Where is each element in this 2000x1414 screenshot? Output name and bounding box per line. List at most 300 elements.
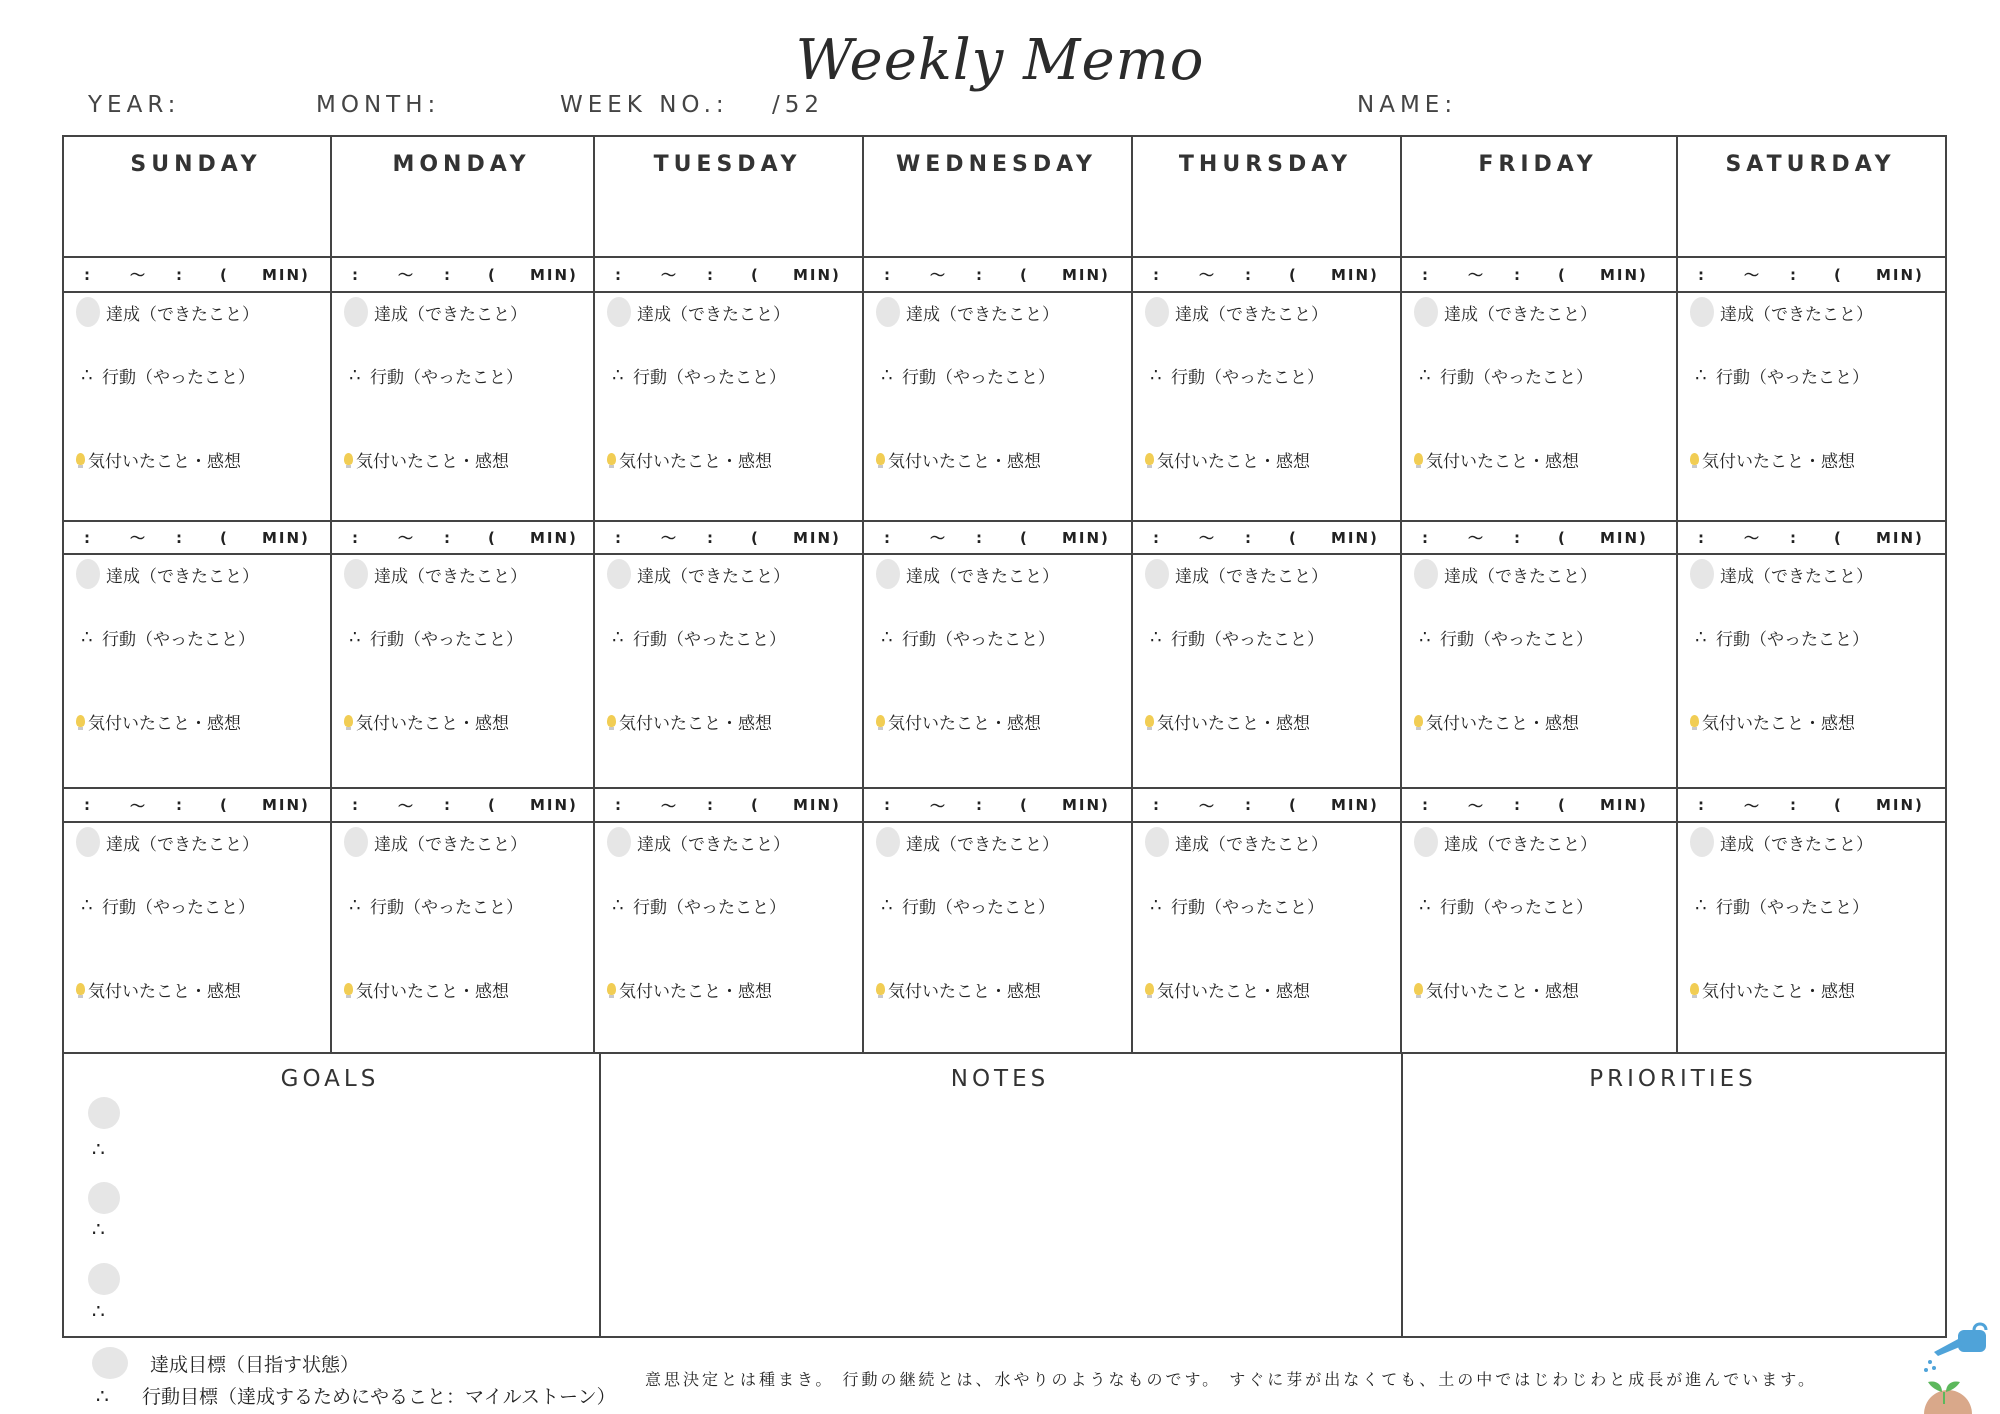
achieve-line xyxy=(876,297,1059,327)
three-dots-icon: ∴ xyxy=(881,365,893,386)
achieve-line-label: 達成（できたこと） xyxy=(106,834,259,855)
insight-line-label: 気付いたこと・感想 xyxy=(1157,452,1310,472)
legend-goal-state xyxy=(92,1347,359,1379)
insight-line xyxy=(344,709,509,734)
achieve-line-label: 達成（できたこと） xyxy=(906,304,1059,325)
day-block[interactable] xyxy=(607,291,856,518)
frame-right xyxy=(1945,135,1947,1338)
three-dots-icon: ∴ xyxy=(349,365,361,386)
time-slot-part: ～ xyxy=(398,266,416,284)
time-slot[interactable] xyxy=(1153,792,1388,818)
insight-line-label: 気付いたこと・感想 xyxy=(356,982,509,1002)
action-line-label: 行動（やったこと） xyxy=(1716,898,1869,918)
day-block[interactable] xyxy=(1690,821,1939,1052)
circle-icon xyxy=(344,297,368,327)
time-slot-part: : xyxy=(176,528,184,547)
achieve-line xyxy=(1414,827,1597,857)
time-slot-part: : xyxy=(1514,265,1522,284)
circle-icon xyxy=(876,297,900,327)
lightbulb-icon xyxy=(76,983,85,995)
time-slot[interactable] xyxy=(615,525,850,550)
day-block[interactable] xyxy=(1145,821,1394,1052)
three-dots-icon: ∴ xyxy=(1695,895,1707,916)
insight-line xyxy=(1414,447,1579,472)
name-label: NAME: xyxy=(1357,92,1458,118)
time-slot-part: ( xyxy=(1020,265,1029,284)
time-slot-part: : xyxy=(444,796,452,814)
achieve-line-label: 達成（できたこと） xyxy=(1444,566,1597,587)
time-slot-part: ( xyxy=(1558,796,1567,814)
day-header-saturday: SATURDAY xyxy=(1725,152,1896,177)
action-line-label: 行動（やったこと） xyxy=(102,630,255,650)
time-slot-part: ～ xyxy=(1744,529,1762,547)
time-slot-part: ( xyxy=(220,796,229,814)
circle-icon xyxy=(1414,827,1438,857)
column-divider xyxy=(862,135,864,1052)
achieve-line-label: 達成（できたこと） xyxy=(637,304,790,325)
three-dots-icon: ∴ xyxy=(612,365,624,386)
time-slot[interactable] xyxy=(352,261,581,288)
time-slot-part: ( xyxy=(1289,528,1298,547)
three-dots-icon: ∴ xyxy=(81,895,93,916)
circle-icon xyxy=(1145,297,1169,327)
time-slot-part: ～ xyxy=(1468,266,1486,284)
action-line-label: 行動（やったこと） xyxy=(1440,898,1593,918)
time-slot[interactable] xyxy=(1153,261,1388,288)
time-slot[interactable] xyxy=(1422,525,1664,550)
three-dots-icon: ∴ xyxy=(1150,365,1162,386)
insight-line-label: 気付いたこと・感想 xyxy=(1157,714,1310,734)
day-header-tuesday: TUESDAY xyxy=(653,152,802,177)
time-slot[interactable] xyxy=(1422,792,1664,818)
lightbulb-icon xyxy=(607,983,616,995)
insight-line-label: 気付いたこと・感想 xyxy=(88,982,241,1002)
achieve-line xyxy=(607,559,790,589)
time-slot-part: MIN) xyxy=(262,265,310,284)
circle-icon xyxy=(1145,559,1169,589)
achieve-line-label: 達成（できたこと） xyxy=(374,834,527,855)
insight-line-label: 気付いたこと・感想 xyxy=(888,714,1041,734)
day-block[interactable] xyxy=(1145,553,1394,785)
time-slot[interactable] xyxy=(84,525,318,550)
time-slot[interactable] xyxy=(884,792,1119,818)
time-slot-part: : xyxy=(615,796,623,814)
time-slot-part: : xyxy=(1698,265,1706,284)
action-line xyxy=(76,363,255,388)
action-line-label: 行動（やったこと） xyxy=(1716,368,1869,388)
achieve-line xyxy=(876,827,1059,857)
time-slot[interactable] xyxy=(615,261,850,288)
time-slot-part: : xyxy=(615,528,623,547)
action-line-label: 行動（やったこと） xyxy=(1440,368,1593,388)
action-line-label: 行動（やったこと） xyxy=(633,368,786,388)
time-slot-part: MIN) xyxy=(1600,796,1648,814)
achieve-line xyxy=(1690,559,1873,589)
action-line xyxy=(1414,363,1593,388)
lightbulb-icon xyxy=(1414,983,1423,995)
frame-left xyxy=(62,135,64,1336)
time-slot-part: MIN) xyxy=(1062,265,1110,284)
day-block[interactable] xyxy=(344,821,587,1052)
time-slot-part: : xyxy=(84,528,92,547)
watering-can-icon xyxy=(1912,1318,1996,1414)
day-block[interactable] xyxy=(607,821,856,1052)
insight-line xyxy=(344,977,509,1002)
achieve-line-label: 達成（できたこと） xyxy=(906,834,1059,855)
three-dots-icon: ∴ xyxy=(1419,895,1431,916)
time-slot-part: MIN) xyxy=(262,528,310,547)
time-slot-part: MIN) xyxy=(793,265,841,284)
time-slot-part: ～ xyxy=(1468,796,1486,815)
time-slot-part: : xyxy=(1153,796,1161,814)
time-slot-part: ～ xyxy=(1199,266,1217,284)
action-line-label: 行動（やったこと） xyxy=(633,898,786,918)
insight-line xyxy=(1145,709,1310,734)
time-slot-part: ～ xyxy=(1199,796,1217,815)
lightbulb-icon xyxy=(1690,453,1699,465)
lightbulb-icon xyxy=(344,983,353,995)
time-slot-part: MIN) xyxy=(1331,265,1379,284)
time-slot-part: ～ xyxy=(930,529,948,547)
time-slot[interactable] xyxy=(1698,261,1933,288)
action-line-label: 行動（やったこと） xyxy=(902,630,1055,650)
time-slot[interactable] xyxy=(84,261,318,288)
section-divider xyxy=(599,1052,601,1336)
achieve-line-label: 達成（できたこと） xyxy=(1720,566,1873,587)
three-dots-icon: ∴ xyxy=(1150,895,1162,916)
week-total: /52 xyxy=(772,92,825,118)
time-slot-part: : xyxy=(176,796,184,814)
week-label: WEEK NO.: xyxy=(560,92,729,118)
insight-line-label: 気付いたこと・感想 xyxy=(1157,982,1310,1002)
time-slot-part: : xyxy=(352,528,360,547)
insight-line-label: 気付いたこと・感想 xyxy=(356,714,509,734)
achieve-line xyxy=(344,297,527,327)
day-block[interactable] xyxy=(876,821,1125,1052)
day-block[interactable] xyxy=(344,553,587,785)
insight-line xyxy=(76,709,241,734)
circle-icon xyxy=(607,827,631,857)
insight-line xyxy=(1690,977,1855,1002)
insight-line xyxy=(76,447,241,472)
achieve-line-label: 達成（できたこと） xyxy=(374,566,527,587)
circle-icon xyxy=(876,827,900,857)
time-slot-part: : xyxy=(352,796,360,814)
time-slot-part: ( xyxy=(751,796,760,814)
time-slot-part: : xyxy=(1790,528,1798,547)
action-line xyxy=(876,893,1055,918)
time-slot-part: ( xyxy=(1834,265,1843,284)
time-slot-part: : xyxy=(976,265,984,284)
action-line-label: 行動（やったこと） xyxy=(1716,630,1869,650)
time-slot-part: MIN) xyxy=(530,265,578,284)
time-slot-part: MIN) xyxy=(1876,528,1924,547)
circle-icon xyxy=(1690,559,1714,589)
circle-icon xyxy=(876,559,900,589)
action-line xyxy=(607,363,786,388)
action-line xyxy=(607,893,786,918)
insight-line-label: 気付いたこと・感想 xyxy=(1426,452,1579,472)
circle-icon xyxy=(344,559,368,589)
time-slot-part: : xyxy=(1698,528,1706,547)
insight-line-label: 気付いたこと・感想 xyxy=(88,714,241,734)
year-label: YEAR: xyxy=(88,92,181,118)
column-divider xyxy=(1676,135,1678,1052)
time-slot[interactable] xyxy=(84,792,318,818)
insight-line xyxy=(1145,977,1310,1002)
time-slot[interactable] xyxy=(1698,792,1933,818)
time-slot-part: ～ xyxy=(130,529,148,547)
action-line xyxy=(1690,625,1869,650)
time-slot-part: ～ xyxy=(930,796,948,815)
time-slot-part: ( xyxy=(488,796,497,814)
action-line xyxy=(876,625,1055,650)
insight-line-label: 気付いたこと・感想 xyxy=(1426,714,1579,734)
achieve-line-label: 達成（できたこと） xyxy=(106,304,259,325)
time-slot-part: ～ xyxy=(130,266,148,284)
achieve-line xyxy=(607,297,790,327)
time-slot-part: ( xyxy=(1834,528,1843,547)
insight-line-label: 気付いたこと・感想 xyxy=(888,982,1041,1002)
insight-line-label: 気付いたこと・感想 xyxy=(619,982,772,1002)
day-block[interactable] xyxy=(76,553,324,785)
time-slot[interactable] xyxy=(615,792,850,818)
insight-line xyxy=(1690,447,1855,472)
time-slot-part: : xyxy=(1514,796,1522,814)
time-slot[interactable] xyxy=(1422,261,1664,288)
time-slot-part: ( xyxy=(1558,528,1567,547)
row-divider xyxy=(62,520,1945,522)
time-slot-part: : xyxy=(1422,528,1430,547)
action-line xyxy=(1414,625,1593,650)
legend-dots-icon: ∴ xyxy=(96,1383,109,1408)
circle-icon xyxy=(607,559,631,589)
time-slot-part: ( xyxy=(488,265,497,284)
time-slot-part: : xyxy=(1153,265,1161,284)
lightbulb-icon xyxy=(1414,453,1423,465)
lightbulb-icon xyxy=(1690,715,1699,727)
legend-goal-state-text: 達成目標（目指す状態） xyxy=(150,1353,360,1376)
achieve-line xyxy=(607,827,790,857)
time-slot-part: MIN) xyxy=(1876,796,1924,814)
insight-line xyxy=(344,447,509,472)
day-header-sunday: SUNDAY xyxy=(130,152,262,177)
lightbulb-icon xyxy=(607,453,616,465)
achieve-line xyxy=(1414,559,1597,589)
goal-circle-icon xyxy=(88,1182,120,1214)
goal-circle-icon xyxy=(88,1263,120,1295)
time-slot[interactable] xyxy=(884,525,1119,550)
action-line xyxy=(1145,893,1324,918)
insight-line-label: 気付いたこと・感想 xyxy=(1702,714,1855,734)
time-slot-part: ( xyxy=(1558,265,1567,284)
three-dots-icon: ∴ xyxy=(881,627,893,648)
day-block[interactable] xyxy=(876,553,1125,785)
action-line xyxy=(76,893,255,918)
time-slot-part: : xyxy=(1245,265,1253,284)
time-slot[interactable] xyxy=(884,261,1119,288)
insight-line-label: 気付いたこと・感想 xyxy=(1702,452,1855,472)
time-slot-part: : xyxy=(444,265,452,284)
column-divider xyxy=(330,135,332,1052)
day-block[interactable] xyxy=(76,821,324,1052)
day-block[interactable] xyxy=(607,553,856,785)
time-slot[interactable] xyxy=(1153,525,1388,550)
insight-line-label: 気付いたこと・感想 xyxy=(356,452,509,472)
insight-line xyxy=(1690,709,1855,734)
circle-icon xyxy=(76,827,100,857)
action-line-label: 行動（やったこと） xyxy=(1171,630,1324,650)
time-slot-part: MIN) xyxy=(1876,265,1924,284)
day-block[interactable] xyxy=(876,291,1125,518)
achieve-line xyxy=(76,297,259,327)
achieve-line xyxy=(76,827,259,857)
time-slot[interactable] xyxy=(352,792,581,818)
circle-icon xyxy=(1690,297,1714,327)
time-slot-part: ～ xyxy=(1468,529,1486,547)
achieve-line-label: 達成（できたこと） xyxy=(906,566,1059,587)
insight-line xyxy=(607,709,772,734)
row-divider xyxy=(62,787,1945,789)
time-slot-part: : xyxy=(707,265,715,284)
insight-line xyxy=(876,709,1041,734)
action-line-label: 行動（やったこと） xyxy=(902,368,1055,388)
time-slot-part: ( xyxy=(1289,265,1298,284)
day-header-thursday: THURSDAY xyxy=(1178,152,1353,177)
section-divider xyxy=(1401,1052,1403,1336)
day-block[interactable] xyxy=(344,291,587,518)
time-slot-part: ( xyxy=(1020,528,1029,547)
time-slot-part: MIN) xyxy=(530,528,578,547)
month-label: MONTH: xyxy=(316,92,441,118)
achieve-line xyxy=(76,559,259,589)
lightbulb-icon xyxy=(1414,715,1423,727)
action-line-label: 行動（やったこと） xyxy=(370,630,523,650)
time-slot-part: ～ xyxy=(398,529,416,547)
achieve-line-label: 達成（できたこと） xyxy=(637,566,790,587)
achieve-line xyxy=(1690,297,1873,327)
achieve-line xyxy=(344,827,527,857)
action-line xyxy=(1414,893,1593,918)
column-divider xyxy=(1400,135,1402,1052)
time-slot-part: : xyxy=(1790,796,1798,814)
time-slot-part: MIN) xyxy=(1062,796,1110,814)
time-slot-part: ( xyxy=(1020,796,1029,814)
achieve-line xyxy=(344,559,527,589)
three-dots-icon: ∴ xyxy=(1419,627,1431,648)
action-line-label: 行動（やったこと） xyxy=(1440,630,1593,650)
action-line xyxy=(1690,363,1869,388)
lightbulb-icon xyxy=(1690,983,1699,995)
action-line xyxy=(344,893,523,918)
time-slot[interactable] xyxy=(352,525,581,550)
lightbulb-icon xyxy=(344,715,353,727)
action-line-label: 行動（やったこと） xyxy=(370,368,523,388)
lightbulb-icon xyxy=(607,715,616,727)
achieve-line xyxy=(1690,827,1873,857)
time-slot-part: MIN) xyxy=(793,528,841,547)
time-slot-part: ～ xyxy=(1744,796,1762,815)
time-slot-part: : xyxy=(84,796,92,814)
achieve-line-label: 達成（できたこと） xyxy=(106,566,259,587)
three-dots-icon: ∴ xyxy=(1695,627,1707,648)
time-slot-part: : xyxy=(1245,796,1253,814)
day-block[interactable] xyxy=(1690,291,1939,518)
week-bottom-divider xyxy=(62,1052,1945,1054)
three-dots-icon: ∴ xyxy=(881,895,893,916)
insight-line xyxy=(876,447,1041,472)
action-line xyxy=(1690,893,1869,918)
time-slot[interactable] xyxy=(1698,525,1933,550)
time-slot-part: : xyxy=(84,265,92,284)
time-slot-part: : xyxy=(615,265,623,284)
time-slot-part: MIN) xyxy=(262,796,310,814)
lightbulb-icon xyxy=(876,983,885,995)
insight-line-label: 気付いたこと・感想 xyxy=(888,452,1041,472)
goal-dots-icon: ∴ xyxy=(92,1137,105,1161)
action-line-label: 行動（やったこと） xyxy=(1171,898,1324,918)
three-dots-icon: ∴ xyxy=(1695,365,1707,386)
insight-line xyxy=(607,977,772,1002)
day-block[interactable] xyxy=(1414,291,1670,518)
notes-title: NOTES xyxy=(950,1066,1050,1092)
goal-circle-icon xyxy=(88,1097,120,1129)
time-slot-part: MIN) xyxy=(793,796,841,814)
goal-dots-icon: ∴ xyxy=(92,1217,105,1241)
column-divider xyxy=(1131,135,1133,1052)
insight-line-label: 気付いたこと・感想 xyxy=(619,714,772,734)
time-slot-part: : xyxy=(1245,528,1253,547)
time-slot-part: : xyxy=(444,528,452,547)
goal-dots-icon: ∴ xyxy=(92,1299,105,1323)
time-slot-part: : xyxy=(176,265,184,284)
goals-title: GOALS xyxy=(280,1066,380,1092)
day-block[interactable] xyxy=(76,291,324,518)
lightbulb-icon xyxy=(876,715,885,727)
time-slot-part: MIN) xyxy=(1331,796,1379,814)
three-dots-icon: ∴ xyxy=(349,627,361,648)
day-block[interactable] xyxy=(1414,821,1670,1052)
time-slot-part: ～ xyxy=(661,266,679,284)
circle-icon xyxy=(76,297,100,327)
achieve-line-label: 達成（できたこと） xyxy=(637,834,790,855)
three-dots-icon: ∴ xyxy=(349,895,361,916)
achieve-line-label: 達成（できたこと） xyxy=(1444,834,1597,855)
quote-text: 意思決定とは種まき。 行動の継続とは、水やりのようなものです。 すぐに芽が出なくても、土の中ではじわじわと成長が進んでいます。 xyxy=(645,1370,1817,1389)
achieve-line-label: 達成（できたこと） xyxy=(1175,304,1328,325)
action-line-label: 行動（やったこと） xyxy=(1171,368,1324,388)
time-slot-part: ～ xyxy=(1744,266,1762,284)
action-line-label: 行動（やったこと） xyxy=(902,898,1055,918)
day-header-friday: FRIDAY xyxy=(1478,152,1598,177)
day-block[interactable] xyxy=(1690,553,1939,785)
time-slot-part: : xyxy=(1422,265,1430,284)
action-line-label: 行動（やったこと） xyxy=(102,898,255,918)
insight-line xyxy=(76,977,241,1002)
time-slot-part: ( xyxy=(751,265,760,284)
action-line xyxy=(876,363,1055,388)
frame-bottom xyxy=(62,1336,1945,1338)
day-block[interactable] xyxy=(1145,291,1394,518)
time-slot-part: ～ xyxy=(1199,529,1217,547)
three-dots-icon: ∴ xyxy=(612,627,624,648)
action-line xyxy=(1145,625,1324,650)
day-block[interactable] xyxy=(1414,553,1670,785)
insight-line xyxy=(1145,447,1310,472)
circle-icon xyxy=(1145,827,1169,857)
lightbulb-icon xyxy=(344,453,353,465)
achieve-line-label: 達成（できたこと） xyxy=(1175,566,1328,587)
